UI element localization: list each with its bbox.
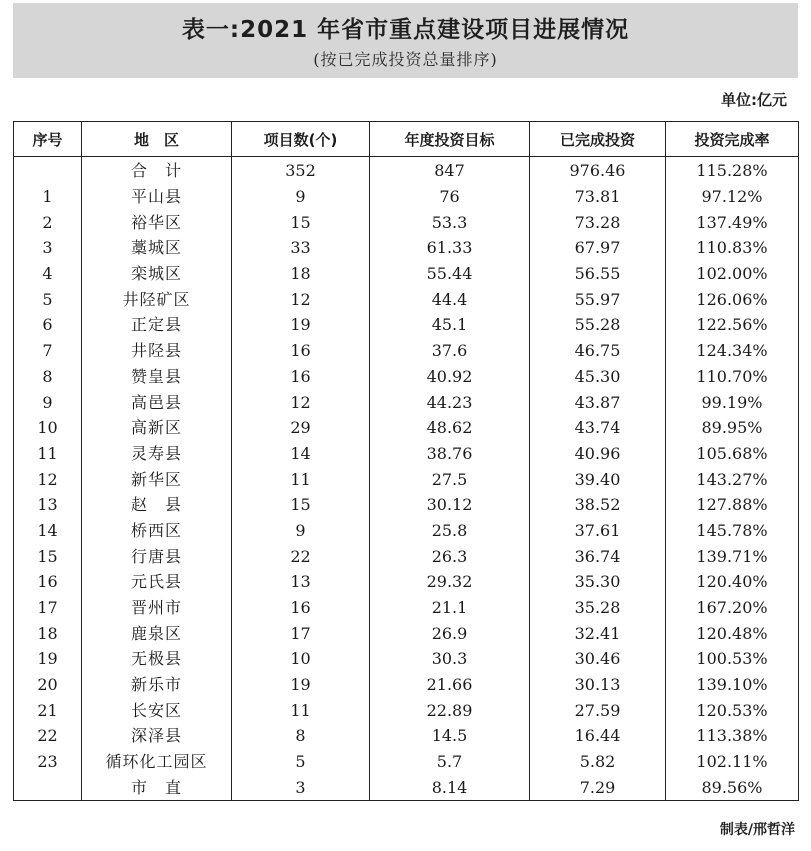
header-index: 序号: [14, 122, 82, 157]
cell-completed-investment: 5.82: [530, 749, 666, 775]
cell-completed-investment: 35.28: [530, 595, 666, 621]
cell-completed-investment: 39.40: [530, 466, 666, 492]
credit-label: 制表/邢哲洋: [719, 822, 795, 838]
cell-annual-target: 26.3: [370, 543, 530, 569]
cell-index: 7: [14, 338, 82, 364]
cell-index: 18: [14, 620, 82, 646]
cell-region: 新乐市: [82, 672, 232, 698]
cell-project-count: 18: [232, 261, 370, 287]
cell-index: 11: [14, 441, 82, 467]
cell-completed-investment: 27.59: [530, 697, 666, 723]
cell-index: 5: [14, 286, 82, 312]
table-row: [14, 364, 799, 390]
cell-project-count: 14: [232, 441, 370, 467]
cell-annual-target: 76: [370, 184, 530, 210]
cell-region: 循环化工园区: [82, 749, 232, 775]
cell-region: 无极县: [82, 646, 232, 672]
cell-completion-rate: 139.10%: [666, 672, 799, 698]
cell-project-count: 29: [232, 415, 370, 441]
cell-completed-investment: 46.75: [530, 338, 666, 364]
cell-annual-target: 38.76: [370, 441, 530, 467]
cell-completion-rate: 139.71%: [666, 543, 799, 569]
table-row: [14, 441, 799, 467]
cell-project-count: 19: [232, 312, 370, 338]
table-row: [14, 338, 799, 364]
cell-region: 赞皇县: [82, 364, 232, 390]
cell-completion-rate: 122.56%: [666, 312, 799, 338]
cell-project-count: 15: [232, 492, 370, 518]
cell-region: 井陉县: [82, 338, 232, 364]
table-row: [14, 543, 799, 569]
table-row: [14, 775, 799, 801]
unit-label: 单位:亿元: [721, 91, 787, 109]
cell-annual-target: 37.6: [370, 338, 530, 364]
cell-project-count: 9: [232, 184, 370, 210]
cell-index: 8: [14, 364, 82, 390]
cell-region: 鹿泉区: [82, 620, 232, 646]
table-row: [14, 157, 799, 184]
cell-index: 23: [14, 749, 82, 775]
header-completion-rate: 投资完成率: [666, 122, 799, 157]
cell-annual-target: 40.92: [370, 364, 530, 390]
cell-region: 藁城区: [82, 235, 232, 261]
cell-index: 17: [14, 595, 82, 621]
cell-annual-target: 5.7: [370, 749, 530, 775]
cell-annual-target: 44.4: [370, 286, 530, 312]
cell-index: 22: [14, 723, 82, 749]
cell-region: 高新区: [82, 415, 232, 441]
table-row: [14, 312, 799, 338]
cell-project-count: 13: [232, 569, 370, 595]
table-row: [14, 697, 799, 723]
cell-annual-target: 45.1: [370, 312, 530, 338]
cell-completion-rate: 102.00%: [666, 261, 799, 287]
cell-annual-target: 21.66: [370, 672, 530, 698]
cell-index: 10: [14, 415, 82, 441]
page-title: 表一:2021 年省市重点建设项目进展情况: [181, 17, 630, 43]
header-region: 地 区: [82, 122, 232, 157]
cell-completed-investment: 37.61: [530, 518, 666, 544]
cell-completed-investment: 38.52: [530, 492, 666, 518]
cell-index: [14, 157, 82, 184]
cell-project-count: 17: [232, 620, 370, 646]
cell-index: 16: [14, 569, 82, 595]
cell-annual-target: 22.89: [370, 697, 530, 723]
cell-region: 平山县: [82, 184, 232, 210]
cell-completion-rate: 105.68%: [666, 441, 799, 467]
cell-index: 4: [14, 261, 82, 287]
cell-completion-rate: 113.38%: [666, 723, 799, 749]
cell-annual-target: 26.9: [370, 620, 530, 646]
table-row: [14, 620, 799, 646]
cell-index: 13: [14, 492, 82, 518]
table-row: [14, 286, 799, 312]
cell-annual-target: 29.32: [370, 569, 530, 595]
cell-completed-investment: 73.28: [530, 209, 666, 235]
table-row: [14, 209, 799, 235]
cell-completed-investment: 32.41: [530, 620, 666, 646]
table-row: [14, 646, 799, 672]
cell-completed-investment: 30.46: [530, 646, 666, 672]
cell-annual-target: 25.8: [370, 518, 530, 544]
cell-region: 元氏县: [82, 569, 232, 595]
cell-index: 3: [14, 235, 82, 261]
table-row: [14, 672, 799, 698]
cell-region: 合 计: [82, 157, 232, 184]
cell-completed-investment: 73.81: [530, 184, 666, 210]
cell-project-count: 12: [232, 286, 370, 312]
cell-region: 新华区: [82, 466, 232, 492]
cell-project-count: 16: [232, 595, 370, 621]
table-row: [14, 595, 799, 621]
cell-project-count: 5: [232, 749, 370, 775]
cell-completed-investment: 36.74: [530, 543, 666, 569]
table-row: [14, 723, 799, 749]
cell-index: 2: [14, 209, 82, 235]
cell-completion-rate: 120.53%: [666, 697, 799, 723]
cell-index: 1: [14, 184, 82, 210]
cell-project-count: 10: [232, 646, 370, 672]
cell-project-count: 22: [232, 543, 370, 569]
cell-completed-investment: 30.13: [530, 672, 666, 698]
cell-annual-target: 30.3: [370, 646, 530, 672]
cell-completed-investment: 43.74: [530, 415, 666, 441]
table-row: [14, 415, 799, 441]
cell-project-count: 11: [232, 697, 370, 723]
cell-index: 21: [14, 697, 82, 723]
cell-completed-investment: 7.29: [530, 775, 666, 801]
cell-annual-target: 21.1: [370, 595, 530, 621]
cell-completion-rate: 120.40%: [666, 569, 799, 595]
cell-project-count: 352: [232, 157, 370, 184]
cell-completed-investment: 35.30: [530, 569, 666, 595]
table-row: [14, 466, 799, 492]
page-subtitle: (按已完成投资总量排序): [313, 50, 498, 69]
cell-completed-investment: 56.55: [530, 261, 666, 287]
table-row: [14, 749, 799, 775]
header-completed-investment: 已完成投资: [530, 122, 666, 157]
cell-annual-target: 53.3: [370, 209, 530, 235]
cell-region: 栾城区: [82, 261, 232, 287]
cell-completion-rate: 115.28%: [666, 157, 799, 184]
cell-completion-rate: 97.12%: [666, 184, 799, 210]
cell-index: 15: [14, 543, 82, 569]
cell-completed-investment: 40.96: [530, 441, 666, 467]
title-banner: [13, 3, 798, 78]
cell-completion-rate: 124.34%: [666, 338, 799, 364]
cell-completion-rate: 137.49%: [666, 209, 799, 235]
cell-project-count: 12: [232, 389, 370, 415]
cell-region: 长安区: [82, 697, 232, 723]
header-project-count: 项目数(个): [232, 122, 370, 157]
cell-index: [14, 775, 82, 801]
cell-completion-rate: 89.95%: [666, 415, 799, 441]
table-header-row: [14, 122, 799, 157]
cell-annual-target: 44.23: [370, 389, 530, 415]
table-row: [14, 184, 799, 210]
cell-completed-investment: 16.44: [530, 723, 666, 749]
cell-completed-investment: 976.46: [530, 157, 666, 184]
cell-completion-rate: 110.70%: [666, 364, 799, 390]
cell-region: 市 直: [82, 775, 232, 801]
cell-annual-target: 61.33: [370, 235, 530, 261]
cell-region: 高邑县: [82, 389, 232, 415]
cell-index: 12: [14, 466, 82, 492]
cell-annual-target: 8.14: [370, 775, 530, 801]
cell-project-count: 3: [232, 775, 370, 801]
cell-completion-rate: 120.48%: [666, 620, 799, 646]
table-row: [14, 518, 799, 544]
cell-completion-rate: 127.88%: [666, 492, 799, 518]
table-row: [14, 261, 799, 287]
investment-table: [13, 121, 799, 801]
cell-project-count: 15: [232, 209, 370, 235]
cell-completion-rate: 99.19%: [666, 389, 799, 415]
cell-region: 赵 县: [82, 492, 232, 518]
cell-project-count: 19: [232, 672, 370, 698]
cell-project-count: 9: [232, 518, 370, 544]
cell-region: 桥西区: [82, 518, 232, 544]
cell-index: 19: [14, 646, 82, 672]
cell-completion-rate: 100.53%: [666, 646, 799, 672]
cell-annual-target: 847: [370, 157, 530, 184]
table-row: [14, 235, 799, 261]
cell-completion-rate: 145.78%: [666, 518, 799, 544]
cell-annual-target: 27.5: [370, 466, 530, 492]
cell-region: 灵寿县: [82, 441, 232, 467]
table-body: [14, 157, 799, 801]
cell-project-count: 16: [232, 338, 370, 364]
table-row: [14, 389, 799, 415]
cell-index: 14: [14, 518, 82, 544]
cell-project-count: 33: [232, 235, 370, 261]
cell-annual-target: 14.5: [370, 723, 530, 749]
cell-region: 井陉矿区: [82, 286, 232, 312]
cell-completed-investment: 55.97: [530, 286, 666, 312]
cell-project-count: 8: [232, 723, 370, 749]
cell-index: 20: [14, 672, 82, 698]
cell-completion-rate: 89.56%: [666, 775, 799, 801]
cell-region: 深泽县: [82, 723, 232, 749]
cell-project-count: 16: [232, 364, 370, 390]
table-row: [14, 492, 799, 518]
cell-index: 6: [14, 312, 82, 338]
cell-annual-target: 48.62: [370, 415, 530, 441]
cell-completion-rate: 143.27%: [666, 466, 799, 492]
cell-completion-rate: 110.83%: [666, 235, 799, 261]
cell-region: 正定县: [82, 312, 232, 338]
table-row: [14, 569, 799, 595]
cell-completed-investment: 45.30: [530, 364, 666, 390]
header-annual-target: 年度投资目标: [370, 122, 530, 157]
cell-region: 行唐县: [82, 543, 232, 569]
cell-completed-investment: 67.97: [530, 235, 666, 261]
cell-completion-rate: 167.20%: [666, 595, 799, 621]
cell-project-count: 11: [232, 466, 370, 492]
cell-annual-target: 30.12: [370, 492, 530, 518]
cell-completed-investment: 43.87: [530, 389, 666, 415]
cell-annual-target: 55.44: [370, 261, 530, 287]
cell-region: 裕华区: [82, 209, 232, 235]
cell-region: 晋州市: [82, 595, 232, 621]
cell-completed-investment: 55.28: [530, 312, 666, 338]
cell-index: 9: [14, 389, 82, 415]
cell-completion-rate: 126.06%: [666, 286, 799, 312]
cell-completion-rate: 102.11%: [666, 749, 799, 775]
